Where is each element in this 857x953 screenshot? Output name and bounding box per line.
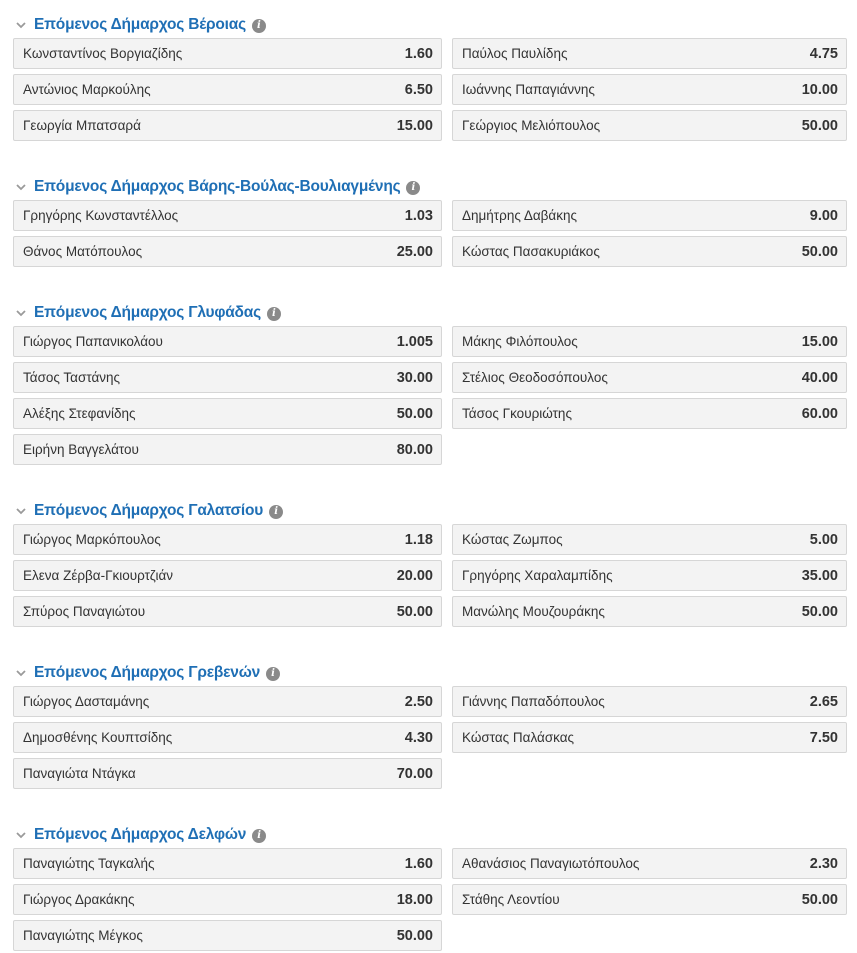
candidate-name: Ιωάννης Παπαγιάννης	[462, 82, 595, 97]
selection-button[interactable]	[452, 884, 847, 915]
candidate-name: Σπύρος Παναγιώτου	[23, 604, 146, 619]
chevron-down-icon[interactable]	[14, 828, 28, 842]
market-header[interactable]	[14, 14, 266, 36]
selection-button[interactable]	[452, 722, 847, 753]
selection-button[interactable]	[13, 434, 442, 465]
info-icon[interactable]: i	[267, 307, 281, 321]
market-header[interactable]	[14, 500, 283, 522]
odds-value: 50.00	[396, 603, 433, 620]
candidate-name: Δημήτρης Δαβάκης	[462, 208, 578, 223]
selection-button[interactable]	[452, 326, 847, 357]
candidate-name: Γρηγόρης Χαραλαμπίδης	[462, 568, 613, 583]
odds-value: 40.00	[801, 369, 838, 386]
candidate-name: Στέλιος Θεοδοσόπουλος	[462, 370, 608, 385]
selection-button[interactable]	[13, 398, 442, 429]
odds-value: 1.60	[404, 45, 433, 62]
candidate-name: Παύλος Παυλίδης	[462, 46, 568, 61]
odds-value: 50.00	[801, 117, 838, 134]
info-icon[interactable]: i	[406, 181, 420, 195]
odds-value: 20.00	[396, 567, 433, 584]
candidate-name: Τάσος Ταστάνης	[23, 370, 121, 385]
info-icon[interactable]: i	[252, 19, 266, 33]
chevron-down-icon[interactable]	[14, 666, 28, 680]
candidate-name: Κωνσταντίνος Βοργιαζίδης	[23, 46, 183, 61]
selection-button[interactable]	[13, 200, 442, 231]
candidate-name: Γιάννης Παπαδόπουλος	[462, 694, 605, 709]
info-icon[interactable]: i	[269, 505, 283, 519]
candidate-name: Γιώργος Μαρκόπουλος	[23, 532, 161, 547]
market-header[interactable]	[14, 176, 420, 198]
candidate-name: Παναγιώτης Μέγκος	[23, 928, 143, 943]
candidate-name: Αντώνιος Μαρκούλης	[23, 82, 151, 97]
selection-button[interactable]	[13, 686, 442, 717]
chevron-down-icon[interactable]	[14, 180, 28, 194]
candidate-name: Μάκης Φιλόπουλος	[462, 334, 578, 349]
odds-value: 2.65	[809, 693, 838, 710]
selection-button[interactable]	[13, 524, 442, 555]
selection-button[interactable]	[452, 560, 847, 591]
candidate-name: Γιώργος Δασταμάνης	[23, 694, 150, 709]
odds-value: 15.00	[801, 333, 838, 350]
selection-button[interactable]	[13, 326, 442, 357]
odds-value: 2.30	[809, 855, 838, 872]
candidate-name: Κώστας Παλάσκας	[462, 730, 575, 745]
odds-value: 1.60	[404, 855, 433, 872]
odds-value: 50.00	[801, 891, 838, 908]
odds-value: 50.00	[801, 243, 838, 260]
odds-value: 10.00	[801, 81, 838, 98]
selection-button[interactable]	[452, 596, 847, 627]
candidate-name: Γρηγόρης Κωνσταντέλλος	[23, 208, 179, 223]
candidate-name: Γιώργος Δρακάκης	[23, 892, 135, 907]
selection-button[interactable]	[452, 524, 847, 555]
info-icon[interactable]: i	[266, 667, 280, 681]
candidate-name: Γεωργία Μπατσαρά	[23, 118, 141, 133]
odds-value: 50.00	[396, 405, 433, 422]
candidate-name: Δημοσθένης Κουπτσίδης	[23, 730, 173, 745]
odds-value: 25.00	[396, 243, 433, 260]
odds-value: 4.30	[404, 729, 433, 746]
market-title: Επόμενος Δήμαρχος Δελφών	[34, 826, 247, 843]
selection-button[interactable]	[13, 848, 442, 879]
candidate-name: Αθανάσιος Παναγιωτόπουλος	[462, 856, 640, 871]
odds-value: 18.00	[396, 891, 433, 908]
odds-value: 7.50	[809, 729, 838, 746]
chevron-down-icon[interactable]	[14, 18, 28, 32]
market-header[interactable]	[14, 662, 280, 684]
odds-value: 5.00	[809, 531, 838, 548]
chevron-down-icon[interactable]	[14, 306, 28, 320]
selection-button[interactable]	[13, 236, 442, 267]
candidate-name: Μανώλης Μουζουράκης	[462, 604, 605, 619]
market-title: Επόμενος Δήμαρχος Γαλατσίου	[34, 502, 264, 519]
selection-button[interactable]	[452, 38, 847, 69]
odds-value: 15.00	[396, 117, 433, 134]
candidate-name: Παναγιώτης Ταγκαλής	[23, 856, 155, 871]
selection-button[interactable]	[13, 362, 442, 393]
candidate-name: Ελενα Ζέρβα-Γκιουρτζιάν	[23, 568, 174, 583]
selection-button[interactable]	[452, 686, 847, 717]
candidate-name: Τάσος Γκουριώτης	[462, 406, 572, 421]
odds-value: 1.18	[404, 531, 433, 548]
selection-button[interactable]	[452, 848, 847, 879]
selection-button[interactable]	[13, 722, 442, 753]
candidate-name: Κώστας Ζωμπος	[462, 532, 563, 547]
market-title: Επόμενος Δήμαρχος Γλυφάδας	[34, 304, 261, 321]
odds-value: 35.00	[801, 567, 838, 584]
selection-button[interactable]	[13, 884, 442, 915]
selection-button[interactable]	[13, 110, 442, 141]
odds-value: 9.00	[809, 207, 838, 224]
candidate-name: Θάνος Ματόπουλος	[23, 244, 143, 259]
chevron-down-icon[interactable]	[14, 504, 28, 518]
odds-value: 50.00	[801, 603, 838, 620]
candidate-name: Γεώργιος Μελιόπουλος	[462, 118, 601, 133]
candidate-name: Παναγιώτα Ντάγκα	[23, 766, 136, 781]
odds-value: 2.50	[404, 693, 433, 710]
candidate-name: Αλέξης Στεφανίδης	[23, 406, 136, 421]
selection-button[interactable]	[452, 362, 847, 393]
candidate-name: Κώστας Πασακυριάκος	[462, 244, 600, 259]
odds-value: 1.005	[396, 333, 433, 350]
selection-button[interactable]	[13, 920, 442, 951]
odds-value: 6.50	[404, 81, 433, 98]
market-title: Επόμενος Δήμαρχος Γρεβενών	[34, 664, 261, 681]
market-header[interactable]	[14, 302, 281, 324]
selection-button[interactable]	[452, 200, 847, 231]
candidate-name: Γιώργος Παπανικολάου	[23, 334, 163, 349]
selection-button[interactable]	[452, 236, 847, 267]
selection-button[interactable]	[13, 596, 442, 627]
candidate-name: Ειρήνη Βαγγελάτου	[23, 442, 139, 457]
odds-value: 70.00	[396, 765, 433, 782]
odds-value: 50.00	[396, 927, 433, 944]
selection-button[interactable]	[13, 74, 442, 105]
odds-value: 60.00	[801, 405, 838, 422]
selection-button[interactable]	[452, 74, 847, 105]
market-title: Επόμενος Δήμαρχος Βάρης-Βούλας-Βουλιαγμένης	[34, 178, 401, 195]
selection-button[interactable]	[452, 398, 847, 429]
info-icon[interactable]: i	[252, 829, 266, 843]
odds-value: 4.75	[809, 45, 838, 62]
candidate-name: Στάθης Λεοντίου	[462, 892, 560, 907]
market-title: Επόμενος Δήμαρχος Βέροιας	[34, 16, 246, 33]
selection-button[interactable]	[13, 560, 442, 591]
selection-button[interactable]	[452, 110, 847, 141]
odds-value: 30.00	[396, 369, 433, 386]
odds-value: 1.03	[404, 207, 433, 224]
market-header[interactable]	[14, 824, 266, 846]
selection-button[interactable]	[13, 38, 442, 69]
selection-button[interactable]	[13, 758, 442, 789]
odds-value: 80.00	[396, 441, 433, 458]
